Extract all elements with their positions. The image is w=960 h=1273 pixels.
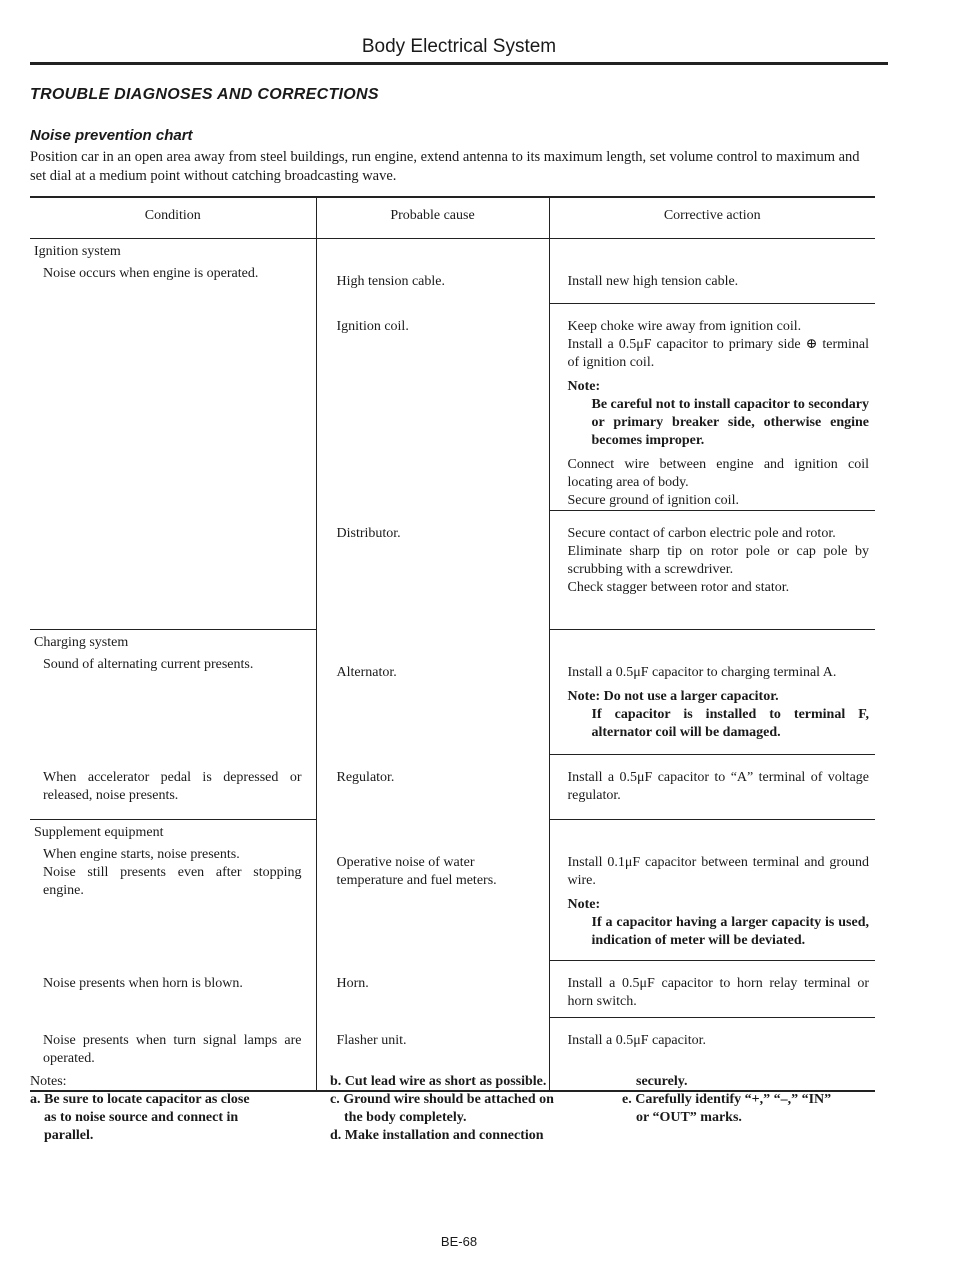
notes-column [330,1073,594,1145]
page-number: BE-68 [440,1234,478,1249]
table-row [30,239,875,304]
table-row [30,755,875,820]
action-cell [549,755,875,820]
noise-table [30,196,875,1092]
cause-cell: Flasher unit. [316,1018,549,1092]
note-item-a-cont: as to noise source and connect in parallel. [44,1110,239,1143]
group-title: Charging system [34,635,129,650]
action-text: Install a 0.5μF capacitor to horn relay terminal or horn switch. [567,976,869,1009]
action-cell [549,511,875,630]
action-text: Install a 0.5μF capacitor to “A” terminal of voltage regulator. [567,770,869,803]
condition-text: Noise still presents even after stopping engine. [43,865,302,898]
action-cell [549,820,875,961]
action-text: Secure ground of ignition coil. [567,493,739,508]
condition-cell [30,630,316,755]
cause-cell: Horn. [316,961,549,1018]
note-item-e: e. Carefully identify “+,” “–,” “IN” [622,1092,832,1107]
note-lead: Note: [567,379,601,394]
action-text: Install new high tension cable. [567,274,739,289]
cause-cell: Ignition coil. [316,304,549,511]
cause-cell: High tension cable. [316,239,549,304]
notes-column [622,1073,882,1127]
action-text: Connect wire between engine and ignition coil locating area of body. [567,457,869,490]
header-condition: Condition [30,197,316,239]
page-header: Body Electrical System [361,36,557,57]
condition-text: Noise occurs when engine is operated. [43,266,259,281]
note-text: If a capacitor having a larger capacity is used, indication of meter will be deviated. [591,915,869,948]
condition-cell [30,961,316,1018]
condition-cell [30,755,316,820]
action-text: Secure contact of carbon electric pole and rotor. [567,526,836,541]
action-text: Install a 0.5μF capacitor to charging terminal A. [567,665,837,680]
note-lead [568,688,876,706]
table-row [30,961,875,1018]
action-cell [549,304,875,511]
action-text: Install 0.1μF capacitor between terminal and ground wire. [567,855,869,888]
note-lead-label: Note: [567,689,601,704]
note-item-e-cont: or “OUT” marks. [636,1110,742,1125]
note-text: Do not use a larger capacitor. [603,689,779,704]
note-lead-label: Note: [567,897,601,912]
note-text: If capacitor is installed to terminal F, alternator coil will be damaged. [591,707,869,740]
condition-cell [30,820,316,961]
note-item-d-cont: securely. [636,1074,688,1089]
condition-text: When accelerator pedal is depressed or released, noise presents. [43,769,302,803]
condition-text: When engine starts, noise presents. [43,847,240,862]
header-probable-cause: Probable cause [316,197,549,239]
action-text: Check stagger between rotor and stator. [567,580,790,595]
group-title: Supplement equipment [34,825,164,840]
note-item-c-cont: the body completely. [344,1110,467,1125]
note-item-a: a. Be sure to locate capacitor as close [30,1092,250,1107]
section-title: TROUBLE DIAGNOSES AND CORRECTIONS [30,86,379,103]
table-row [30,820,875,961]
condition-text: Noise presents when horn is blown. [43,975,243,991]
action-cell [549,961,875,1018]
table-header-row [30,197,875,239]
cause-cell: Alternator. [316,630,549,755]
chart-title: Noise prevention chart [30,127,193,144]
group-title: Ignition system [34,244,121,259]
note-text: Be careful not to install capacitor to secondary or primary breaker side, otherwise engine becomes improper. [591,397,870,448]
header-rule [30,62,888,65]
noise-prevention-chart [30,196,875,1092]
action-text: Install a 0.5μF capacitor. [567,1033,707,1048]
action-text: Install a 0.5μF capacitor to primary side ⊕ terminal of ignition coil. [567,337,869,370]
condition-text: Noise presents when turn signal lamps are operated. [43,1032,302,1066]
notes-title: Notes: [30,1074,67,1089]
cause-cell: Operative noise of water temperature and fuel meters. [316,820,549,961]
header-corrective-action: Corrective action [549,197,875,239]
cause-cell: Regulator. [316,755,549,820]
table-row [30,630,875,755]
action-text: Eliminate sharp tip on rotor pole or cap pole by scrubbing with a screwdriver. [567,544,869,577]
note-item-d: d. Make installation and connection [330,1128,544,1143]
action-text: Keep choke wire away from ignition coil. [567,319,802,334]
action-cell [549,630,875,755]
intro-paragraph: Position car in an open area away from steel buildings, run engine, extend antenna to its maximum length, set volume control to maximum and set dial at a medium point without catching broadcasting wave. [30,149,860,184]
note-item-b: b. Cut lead wire as short as possible. [330,1074,547,1089]
condition-text: Sound of alternating current presents. [43,657,254,672]
note-item-c: c. Ground wire should be attached on [330,1092,554,1107]
action-cell [549,239,875,304]
notes-column [30,1073,280,1145]
note-lead [568,896,876,914]
cause-cell: Distributor. [316,511,549,630]
condition-cell [30,239,316,630]
